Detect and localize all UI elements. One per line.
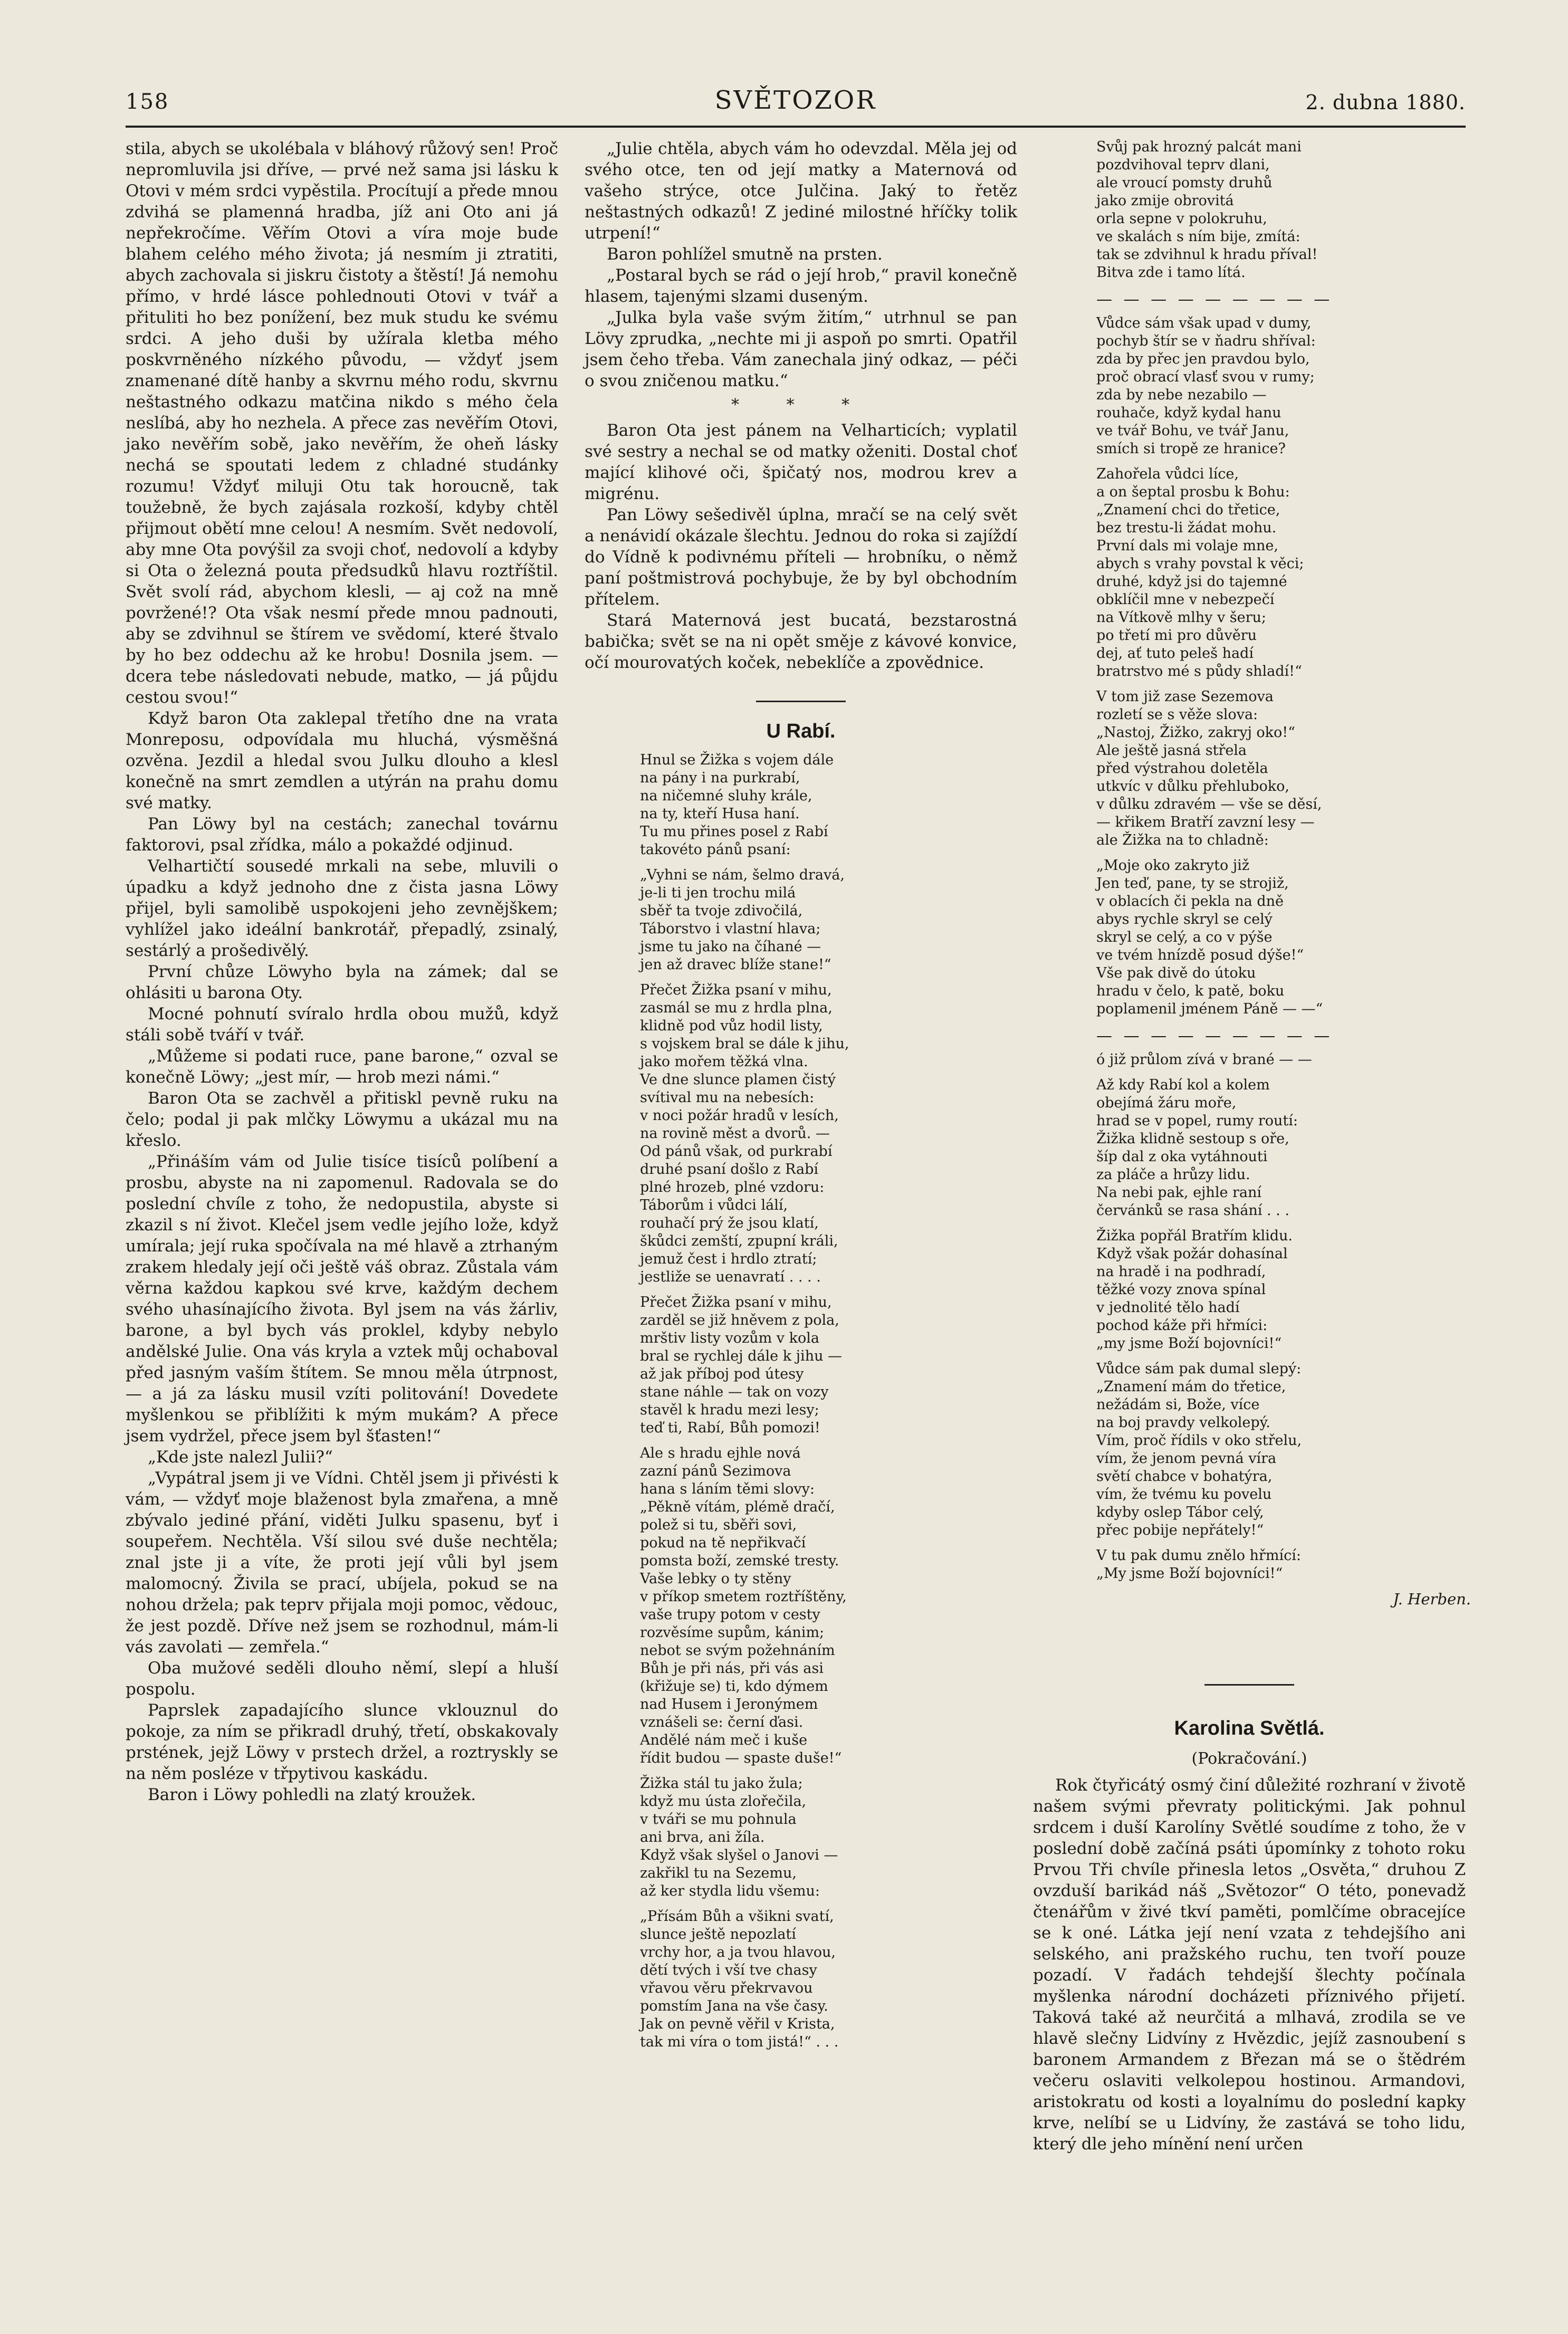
poem-title: U Rabí. — [766, 720, 836, 742]
left-column — [126, 138, 558, 1805]
page-header — [126, 79, 1466, 127]
paragraph: Baron pohlížel smutně na prsten. — [607, 245, 883, 264]
paragraph: Baron Ota se zachvěl a přitiskl pevně ruku na čelo; podal ji pak mlčky Löwymu a ukázal mu na křeslo. — [126, 1089, 558, 1150]
paragraph: „Postaral bych se rád o její hrob,“ pravil konečně hlasem, tajenými slzami duseným. — [585, 266, 1017, 306]
paragraph: „Julie chtěla, abych vám ho odevzdal. Měla jej od svého otce, ten od její matky a Maternová od vašeho strýce, otce Julčina. Jaký to řetěz neštastných odkazů! Z jediné milostné hříčky tolik utrpení!“ — [585, 139, 1017, 243]
poem-stanza: Žižka stál tu jako žula; když mu ústa zlořečila, v tváři se mu pohnula ani brva, ani žíla. Když však slyšel o Janovi — zakřikl tu na Sezemu, až ker stydla lidu všemu: — [640, 1775, 838, 1899]
poem-stanza: Přečet Žižka psaní v mihu, zarděl se již hněvem z pola, mrštiv listy vozům v kola bral se rychlej dále k jihu — až jak příboj pod útesy stane náhle — tak on vozy stavěl k hradu mezi lesy; teď ti, Rabí, Bůh pomozi! — [640, 1294, 843, 1436]
paragraph: Velhartičtí sousedé mrkali na sebe, mluvili o úpadku a když jednoho dne z čista jasna Löwy přijel, byli samolibě uspokojeni jeho zevnějškem; vyhlížel jako ideální bankrotář, přepadlý, zsinalý, sestárlý a prošedivělý. — [126, 857, 558, 960]
section-stars: * * * — [731, 396, 871, 414]
paragraph: První chůze Löwyho byla na zámek; dal se ohlásiti u barona Oty. — [126, 962, 558, 1002]
paragraph: Pan Löwy byl na cestách; zanechal továrnu faktorovi, psal zřídka, málo a pokaždé odjinud. — [126, 815, 558, 855]
poem-stanza: V tom již zase Sezemova rozletí se s věže slova: „Nastoj, Žižko, zakryj oko!“ Ale ještě jasná střela před výstrahou doletěla utkvíc v důlku přehluboko, v důlku zdravém — vše se děsí, — křikem Bratří zavzní lesy — ale Žižka na to chladně: — [1096, 688, 1322, 848]
middle-column — [585, 138, 1017, 2059]
article-title: Karolina Světlá. — [1174, 1717, 1325, 1739]
section-divider — [1204, 1684, 1294, 1686]
paragraph: „Julka byla vaše svým žitím,“ utrhnul se pan Lövy zprudka, „nechte mi ji aspoň po smrti. Opatřil jsem čeho třeba. Vám zanechala jiný odkaz, — péči o svou zničenou matku.“ — [585, 308, 1017, 390]
issue-date: 2. dubna 1880. — [1305, 91, 1466, 114]
paragraph: Stará Maternová jest bucatá, bezstarostná babička; svět se na ni opět směje z kávové konvice, očí mourovatých koček, nebeklíče a zpovědnice. — [585, 611, 1017, 672]
poem-stanza: Ale s hradu ejhle nová zazní pánů Sezimova hana s láním těmi slovy: „Pěkně vítám, plémě dračí, polež si tu, sběři sovi, pokud na tě nepřikvačí pomsta boží, zemské tresty. Vaše lebky o ty stěny v příkop smetem roztříštěny, vaše trupy potom v cesty rozvěsíme supům, kánim; nebot se svým požehnáním Bůh je při nás, při vás asi (křižuje se) ti, kdo dýmem nad Husem i Jeronýmem vznášeli se: černí ďasi. Andělé nám meč i kuše řídit budou — spaste duše!“ — [640, 1445, 847, 1766]
paragraph: „Kde jste nalezl Julii?“ — [148, 1448, 333, 1467]
paragraph: „Můžeme si podati ruce, pane barone,“ ozval se konečně Löwy; „jest mír, — hrob mezi námi.“ — [126, 1047, 558, 1087]
article-section — [1033, 1684, 1466, 2155]
paragraph: stila, abych se ukolébala v bláhový růžový sen! Proč nepromluvila jsi dříve, — prvé než sama jsi lásku k Otovi v mém srdci vypěstila. Procítují a přede mnou zdvihá se plamenná hradba, jíž ani Oto ani já nepřekročíme. Věřím Otovi a víra moje bude blahem celého mého života; já nesmím ji ztratiti, abych zachovala si jiskru čistoty a štěstí! Já nemohu přímo, v hrdé lásce pohlednouti Otovi v tvář a přituliti ho bez ponížení, bez muk studu ke svému srdci. A jeho duši by užírala kletba mého poskvrněného nízkého původu, — vždyť jsem znamenané dítě hanby a skvrnu mého rodu, skvrnu neštastného odkazu matčina nikdo s mého čela neslíbá, aby ho nezhela. A přece zas nevěřím Otovi, jako nevěřím sobě, jako nevěřím, že oheň lásky nechá se spoutati ledem z chladné studánky rozumu! Vždyť miluji Otu tak horoucně, tak toužebně, že bych zajásala rozkoší, kdyby chtěl přijmout obětí mne celou! A nesmím. Svět nedovolí, aby mne Ota povýšil za svoji choť, nedovolí a kdyby si Ota o železná pouta předsudků hlavu roztříštil. Svět svolí rád, abychom klesli, — aj což na mně povržené!? Ota však nesmí přede mnou padnouti, aby se zdvihnul se štírem ve svědomí, které štvalo by ho bez oddechu až ke hrobu! Dosnila jsem. — dcera tebe následovati nebude, matko, — já půjdu cestou svou!“ — [126, 139, 558, 707]
poem-stanza: „Vyhni se nám, šelmo dravá, je-li ti jen trochu milá sběř ta tvoje zdivočilá, Táborstvo i vlastní hlava; jsme tu jako na číhané — jen až dravec blíže stane!“ — [640, 867, 845, 973]
paragraph: Mocné pohnutí svíralo hrdla obou mužů, když stáli sobě tváří v tvář. — [126, 1005, 558, 1045]
poem-stanza: Až kdy Rabí kol a kolem obejímá žáru moře, hrad se v popel, rumy routí: Žižka klidně sestoup s oře, šíp dal z oka vytáhnouti za pláče a hrůzy lidu. Na nebi pak, ejhle raní červánků se rasa shání . . . — [1096, 1077, 1298, 1219]
paragraph: Oba mužové seděli dlouho němí, slepí a hluší pospolu. — [126, 1659, 558, 1699]
header-rule — [126, 126, 1466, 128]
poem-author: J. Herben. — [1393, 1590, 1471, 1608]
paragraph: Když baron Ota zaklepal třetího dne na vrata Monreposu, odpovídala mu hluchá, výsměšná ozvěna. Jezdil a hledal svou Julku dlouho a klesl konečně na smrt zemdlen a utýrán na prahu domu své matky. — [126, 709, 558, 812]
paragraph: „Přináším vám od Julie tisíce tisíců políbení a prosbu, abyste na ni zapomenul. Radovala se do poslední chvíle z toho, že nedopustila, abyste si zkazil s ní život. Klečel jsem vedle jejího lože, když umírala; její ruka spočívala na mé hlavě a ztrhaným zrakem hledaly její oči ještě váš obraz. Zůstala vám věrna každou kapkou své krve, každým dechem svého uhasínajícího života. Byl jsem na vás žárliv, barone, a byl bych vás proklel, kdyby nebylo andělské Julie. Ona vás kryla a vztek můj ochaboval před jasným vaším štítem. Se mnou měla útrpnost, — a já za lásku musil vzíti politování! Dovedete myšlenkou se přiblížiti k mým mukám? A přece jsem vydržel, přece jsem byl šťasten!“ — [126, 1152, 558, 1446]
paragraph: „Vypátral jsem ji ve Vídni. Chtěl jsem ji přivésti k vám, — vždyť moje blaženost byla zmařena, a mně zbývalo jediné přání, viděti Julku spasenu, byť i soupeřem. Nechtěla. Vší silou své duše nechtěla; znal jste ji a víte, že proti její vůli byl jsem malomocný. Živila se prací, ubíjela, pokud se na nohou držela; pak teprv přijala moji pomoc, vědouc, že jest pozdě. Dříve než jsem se rozhodnul, mám-li vás zavolati — zemřela.“ — [126, 1469, 558, 1657]
article-text: Rok čtyřicátý osmý činí důležité rozhraní v životě našem svými převraty politickými. Jak pohnul srdcem i duší Karolíny Světlé soudíme z toho, že v poslední době začíná psáti úpomínky z tohoto roku Prvou Tři chvíle přinesla letos „Osvěta,“ druhou Z ovzduší barikád náš „Světozor“ O této, ponevadž čtenářům v živé tkví paměti, pomlčíme obracejíce se k oné. Látka její není vzata z tehdejšího ani selského, ani pražského ruchu, ten tvoří pouze pozadí. V řadách tehdejší šlechty počínala myšlenka národní docházeti příznivého přijetí. Taková také až neurčitá a mlhavá, zrodila se ve hlavě slečny Lidvíny z Hvězdic, jejíž zasnoubení s baronem Armandem z Březan má se o štědrém večeru oslaviti velkolepou hostinou. Armandovi, aristokratu od kosti a loyalnímu do poslední kapky krve, nelíbí se u Lidvíny, že zastává se toho lidu, který dle jeho mínění není určen — [1033, 1776, 1466, 2154]
poem-stanza: „Moje oko zakryto již Jen teď, pane, ty se strojiž, v oblacích či pekla na dně abys rychle skryl se celý skryl se celý, a co v pýše ve tvém hnízdě posud dýše!“ Vše pak divě do útoku hradu v čelo, k patě, boku poplamenil jménem Páně — —“ — [1096, 857, 1323, 1017]
poem-stanza: ó již průlom zívá v brané — — — [1096, 1051, 1312, 1068]
poem-stanza: Žižka popřál Bratřím klidu. Když však požár dohasínal na hradě i na podhradí, těžké vozy znova spínal v jednolité tělo hadí pochod káže při hřmíci: „my jsme Boží bojovníci!“ — [1096, 1228, 1293, 1352]
poem-stanza: „Přísám Bůh a všikni svatí, slunce ještě nepozlatí vrchy hor, a ja tvou hlavou, dětí tvých i vší tve chasy vřavou věru překrvavou pomstím Jana na vše časy. Jak on pevně věřil v Krista, tak mi víra o tom jistá!“ . . . — [640, 1908, 839, 2050]
poem-stanza: Hnul se Žižka s vojem dále na pány i na purkrabí, na ničemné sluhy krále, na ty, kteří Husa haní. Tu mu přines posel z Rabí takovéto pánů psaní: — [640, 752, 834, 858]
poem-stanza: Zahořela vůdci líce, a on šeptal prosbu k Bohu: „Znamení chci do třetice, bez trestu-li žádat mohu. První dals mi volaje mne, abych s vrahy povstal k věci; druhé, když jsi do tajemné obklíčil mne v nebezpečí na Vítkově mlhy v šeru; po třetí mi pro důvěru dej, ať tuto peleš hadí bratrstvo mé s půdy shladí!“ — [1096, 466, 1304, 680]
poem-stanza: Přečet Žižka psaní v mihu, zasmál se mu z hrdla plna, klidně pod vůz hodil listy, s vojskem bral se dále k jihu, jako mořem těžká vlna. Ve dne slunce plamen čistý svítival mu na nebesích: v noci požár hradů v lesích, na rovině měst a dvorů. — Od pánů však, od purkrabí druhé psaní došlo z Rabí plné hrozeb, plné vzdoru: Táborům i vůdci lálí, rouhačí prý že jsou klatí, škůdci zemští, zpupní králi, jemuž čest i hrdlo ztratí; jestliže se uenavratí . . . . — [640, 982, 849, 1285]
dash-line: — — — — — — — — — — [1096, 1027, 1333, 1045]
paragraph: Baron i Löwy pohledli na zlatý kroužek. — [148, 1785, 476, 1804]
section-divider — [756, 701, 846, 702]
right-column — [1038, 138, 1471, 1608]
journal-title: SVĚTOZOR — [714, 85, 877, 115]
paragraph: Pan Löwy sešedivěl úplna, mračí se na celý svět a nenávidí okázale šlechtu. Jednou do roka si zajíždí do Vídně k podivnému příteli — hrobníku, o němž paní poštmistrová pochybuje, že by byl obchodním přítelem. — [585, 505, 1017, 609]
paragraph: Paprslek zapadajícího slunce vklouznul do pokoje, za ním se přikradl druhý, třetí, obskakovaly prstének, jejž Löwy v prstech držel, a roztryskly se na něm posléze v třpytivou kaskádu. — [126, 1701, 558, 1783]
poem-stanza: Vůdce sám pak dumal slepý: „Znamení mám do třetice, nežádám si, Bože, více na boj pravdy velkolepý. Vím, proč řídils v oko střelu, vím, že jenom pevná víra světí chabce v bohatýra, vím, že tvému ku povelu kdyby oslep Tábor celý, přec pobije nepřátely!“ — [1096, 1361, 1302, 1538]
paragraph: Baron Ota jest pánem na Velharticích; vyplatil své sestry a nechal se od matky oženiti. Dostal choť mající klihové oči, špičatý nos, modrou krev a migrénu. — [585, 421, 1017, 503]
article-subtitle: (Pokračování.) — [1191, 1749, 1307, 1768]
poem-stanza: V tu pak dumu znělo hřmící: „My jsme Boží bojovníci!“ — [1096, 1547, 1301, 1582]
page-number: 158 — [126, 90, 169, 114]
poem-stanza: Svůj pak hrozný palcát mani pozdvihoval teprv dlani, ale vroucí pomsty druhů jako zmije obrovitá orla sepne v polokruhu, ve skalách s ním bije, zmítá: tak se zdvihnul k hradu příval! Bitva zde i tamo lítá. — [1096, 139, 1318, 281]
dash-line: — — — — — — — — — — [1096, 290, 1333, 309]
poem-stanza: Vůdce sám však upad v dumy, pochyb štír se v ňadru shříval: zda by přec jen pravdou bylo, proč obrací vlasť svou v rumy; zda by nebe nezabilo — rouhače, když kydal hanu ve tvář Bohu, ve tvář Janu, smích si tropě ze hranice? — [1096, 315, 1316, 457]
